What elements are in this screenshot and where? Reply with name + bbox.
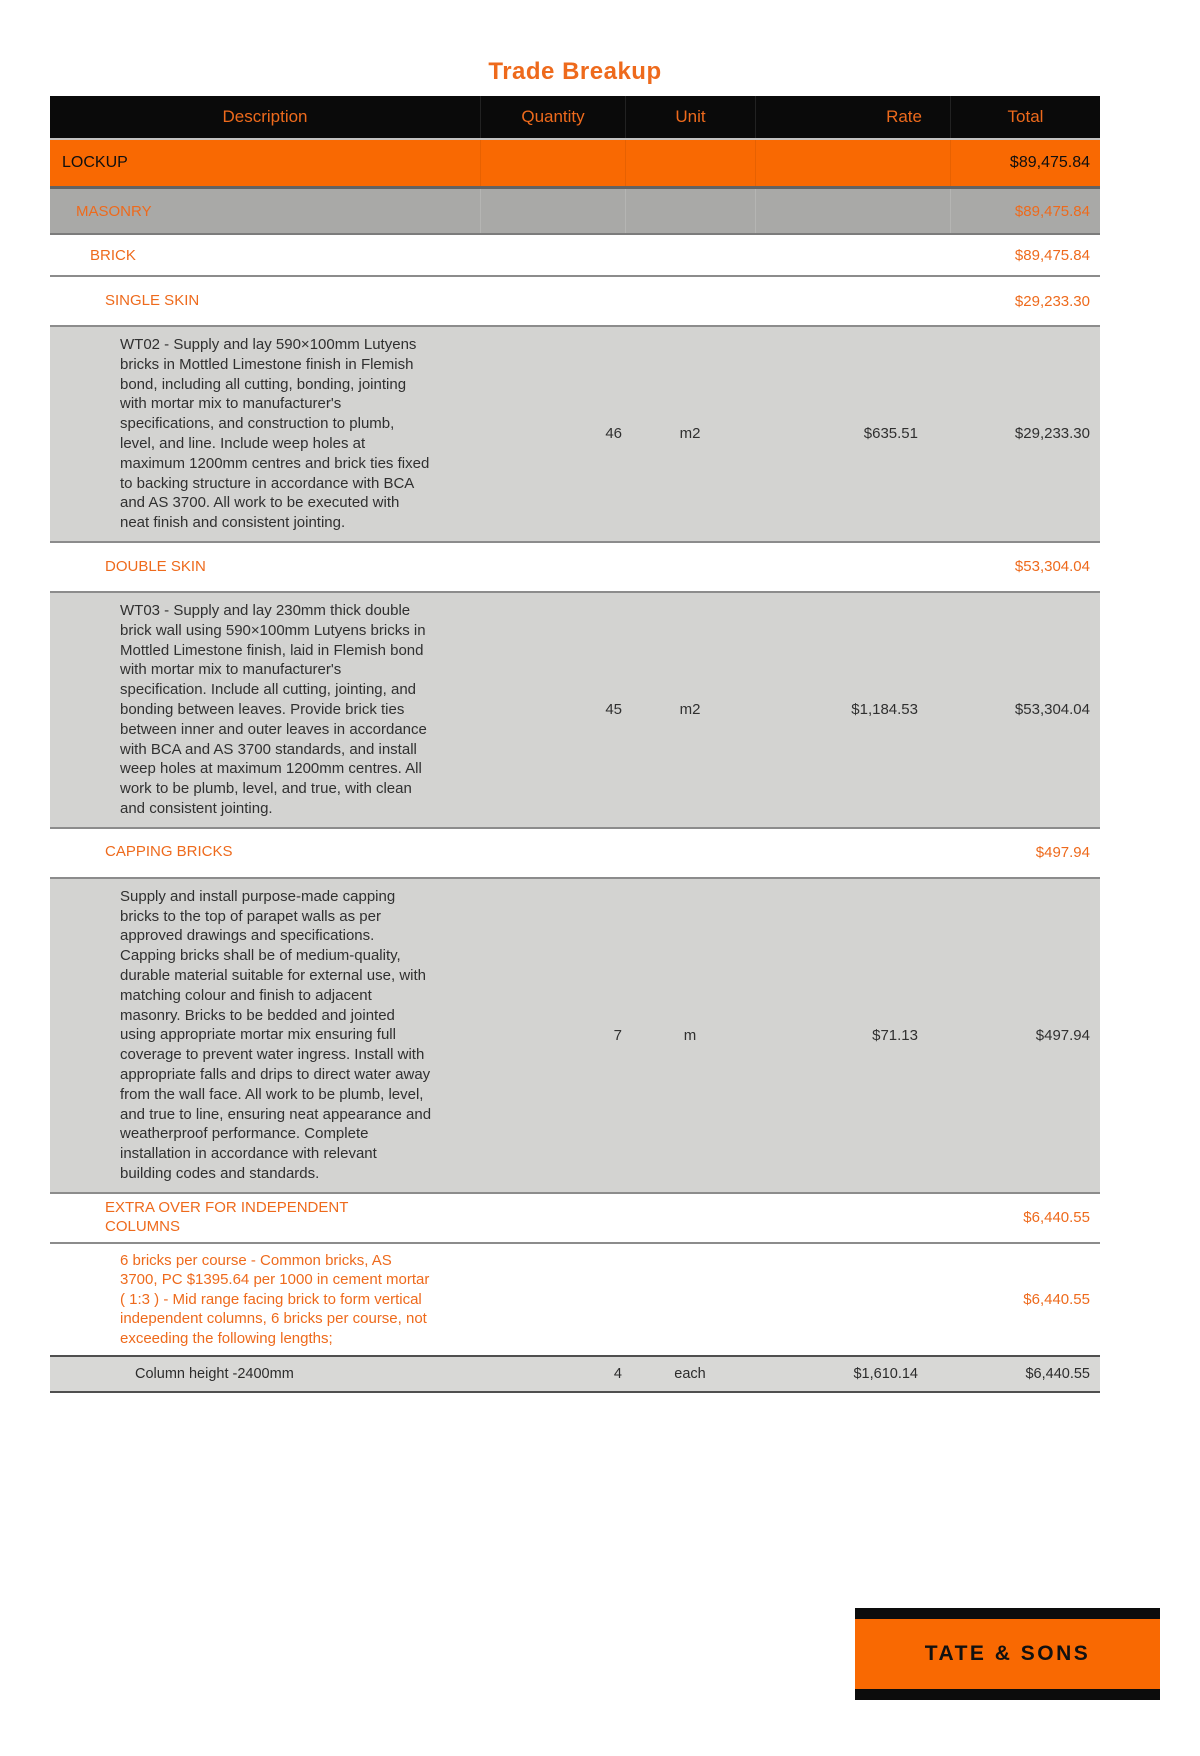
row-total: $89,475.84 [1014,246,1090,264]
spacer-cell [625,189,755,233]
item-rate: $1,184.53 [851,701,918,719]
column-header-description: Description [222,107,308,126]
table-row-item-wt03 [50,591,1100,829]
spacer-cell [755,235,950,275]
spacer-cell [625,1251,755,1349]
section-label: SINGLE SKIN [105,291,200,309]
row-label: MASONRY [76,202,152,220]
spacer-cell [480,1198,625,1238]
item-total: $497.94 [1035,1026,1090,1044]
subitem-unit: each [674,1366,706,1383]
page-title: Trade Breakup [488,58,662,85]
item-quantity: 46 [605,425,622,443]
trade-breakup-table [50,96,1100,1393]
subitem-rate: $1,610.14 [853,1366,918,1383]
item-total: $53,304.04 [1014,701,1090,719]
spacer-cell [625,833,755,873]
spacer-cell [480,189,625,233]
table-row-single-skin [50,277,1100,325]
item-unit: m2 [679,425,701,443]
item-quantity: 7 [613,1026,622,1044]
table-row-column-height [50,1355,1100,1393]
item-rate: $71.13 [872,1026,918,1044]
item-quantity: 45 [605,701,622,719]
row-label: BRICK [90,246,136,264]
column-header-unit: Unit [625,96,755,138]
item-description: WT02 - Supply and lay 590×100mm Lutyens bricks in Mottled Limestone finish in Flemish bond, including all cutting, bonding, jointing with mortar mix to manufacturer's specifications, and construction to plumb, level, and line. Include weep holes at maximum 1200mm centres and brick ties fixed to backing structure in accordance with BCA and AS 3700. All work to be executed with neat finish and consistent jointing. [120,336,430,532]
table-header-row [50,96,1100,138]
table-row-lockup [50,138,1100,186]
logo-top-bar [855,1608,1160,1619]
column-header-quantity: Quantity [480,96,625,138]
row-total: $89,475.84 [950,140,1100,186]
spacer-cell [625,235,755,275]
spacer-cell [755,281,950,321]
item-unit: m [683,1026,697,1044]
table-row-brick [50,235,1100,277]
row-label: LOCKUP [62,154,128,171]
spacer-cell [625,140,755,186]
column-header-total: Total [950,96,1100,138]
tate-and-sons-logo [855,1608,1160,1700]
table-row-extra-over [50,1194,1100,1242]
section-label: DOUBLE SKIN [105,557,206,575]
spacer-cell [480,281,625,321]
subitem-total: $6,440.55 [1025,1366,1090,1383]
section-total: $53,304.04 [1014,558,1090,576]
spacer-cell [625,1198,755,1238]
table-row-extra-over-description [50,1242,1100,1356]
item-description: 6 bricks per course - Common bricks, AS 3700, PC $1395.64 per 1000 in cement mortar ( 1:3 ) - Mid range facing brick to form vertical independent columns, 6 bricks per course, not exceeding the following lengths; [120,1251,430,1347]
subitem-quantity: 4 [613,1366,622,1383]
logo-text: TATE & SONS [924,1642,1091,1665]
table-row-capping-bricks [50,829,1100,877]
spacer-cell [755,1251,950,1349]
section-total: $6,440.55 [1023,1209,1090,1227]
spacer-cell [625,547,755,587]
spacer-cell [755,140,950,186]
item-rate: $635.51 [863,425,918,443]
spacer-cell [480,547,625,587]
spacer-cell [480,1251,625,1349]
spacer-cell [625,281,755,321]
spacer-cell [755,833,950,873]
table-row-double-skin [50,543,1100,591]
subitem-label: Column height -2400mm [135,1366,294,1383]
spacer-cell [480,833,625,873]
spacer-cell [755,547,950,587]
table-row-item-capping [50,877,1100,1194]
section-label: CAPPING BRICKS [105,843,233,861]
table-row-item-wt02 [50,325,1100,543]
spacer-cell [480,140,625,186]
item-total: $6,440.55 [1023,1290,1090,1308]
spacer-cell [755,1198,950,1238]
logo-bottom-bar [855,1689,1160,1700]
item-unit: m2 [679,701,701,719]
column-header-rate: Rate [755,96,950,138]
spacer-cell [755,189,950,233]
section-label: EXTRA OVER FOR INDEPENDENT COLUMNS [105,1198,349,1235]
row-total: $89,475.84 [950,189,1100,233]
item-total: $29,233.30 [1014,425,1090,443]
item-description: WT03 - Supply and lay 230mm thick double brick wall using 590×100mm Lutyens bricks in Mottled Limestone finish, laid in Flemish bond with mortar mix to manufacturer's specification. Include all cutting, jointing, and bonding between leaves. Provide brick ties between inner and outer leaves in accordance with BCA and AS 3700 standards, and install weep holes at maximum 1200mm centres. All work to be plumb, level, and true, with clean and consistent jointing. [120,601,427,817]
spacer-cell [480,235,625,275]
table-row-masonry [50,186,1100,235]
item-description: Supply and install purpose-made capping bricks to the top of parapet walls as per approved drawings and specifications. Capping bricks shall be of medium-quality, durable material suitable for external use, with matching colour and finish to adjacent masonry. Bricks to be bedded and jointed using appropriate mortar mix ensuring full coverage to prevent water ingress. Install with appropriate falls and drips to direct water away from the wall face. All work to be plumb, level, and true to line, ensuring neat appearance and weatherproof performance. Complete installation in accordance with relevant building codes and standards. [120,887,432,1182]
section-total: $497.94 [1035,844,1090,862]
section-total: $29,233.30 [1014,292,1090,310]
